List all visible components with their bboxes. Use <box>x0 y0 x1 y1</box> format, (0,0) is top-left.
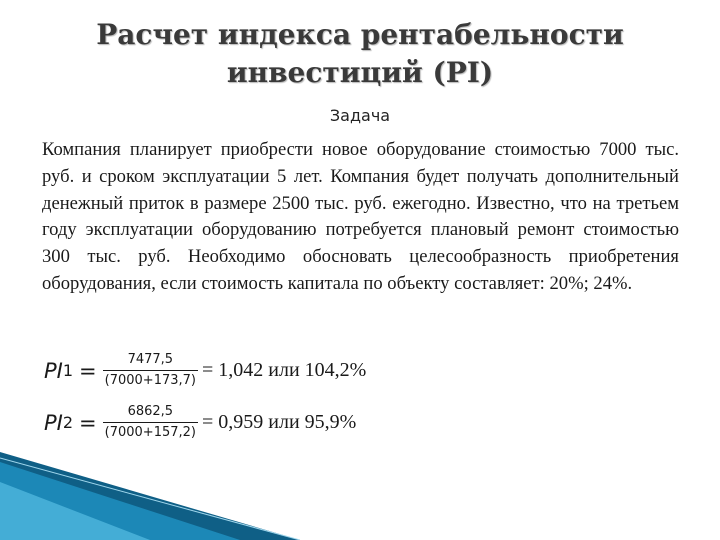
slide-title-line-2: инвестиций (PI) <box>226 56 494 89</box>
task-text: Компания планирует приобрести новое оборудование стоимостью 7000 тыс. руб. и сроком эксплуатации 5 лет. Компания будет получать дополнительный денежный приток в размере 2500 тыс. руб. ежегодно. Известно, что на третьем году эксплуатации оборудованию потребуется плановый ремонт стоимостью 300 тыс. руб. Необходимо обосновать целесообразность приобретения оборудования, если стоимость капитала по объекту составляет: 20%; 24%. <box>42 139 679 294</box>
formula-pi-2 <box>44 404 356 441</box>
fraction-bar <box>103 370 198 371</box>
formula-fraction <box>103 404 198 441</box>
formula-equals: = <box>79 410 97 435</box>
task-label: Задача <box>329 106 391 125</box>
fraction-bar <box>103 422 198 423</box>
formula-result: = 1,042 или 104,2% <box>202 359 367 381</box>
formula-fraction <box>103 352 198 389</box>
formula-subscript: 1 <box>62 361 74 380</box>
slide-title-line-1: Расчет индекса рентабельности <box>96 18 624 51</box>
formula-symbol: PI <box>44 410 63 435</box>
formula-denominator: (7000+157,2) <box>104 425 196 440</box>
formula-symbol: PI <box>44 358 63 383</box>
slide-title <box>0 16 720 92</box>
formula-pi-1 <box>44 352 366 389</box>
formula-result: = 0,959 или 95,9% <box>202 411 357 433</box>
formula-numerator: 6862,5 <box>127 404 174 419</box>
formula-subscript: 2 <box>62 413 74 432</box>
formula-numerator: 7477,5 <box>127 352 174 367</box>
formula-equals: = <box>79 358 97 383</box>
formula-denominator: (7000+173,7) <box>104 373 196 388</box>
corner-decoration <box>0 452 300 540</box>
